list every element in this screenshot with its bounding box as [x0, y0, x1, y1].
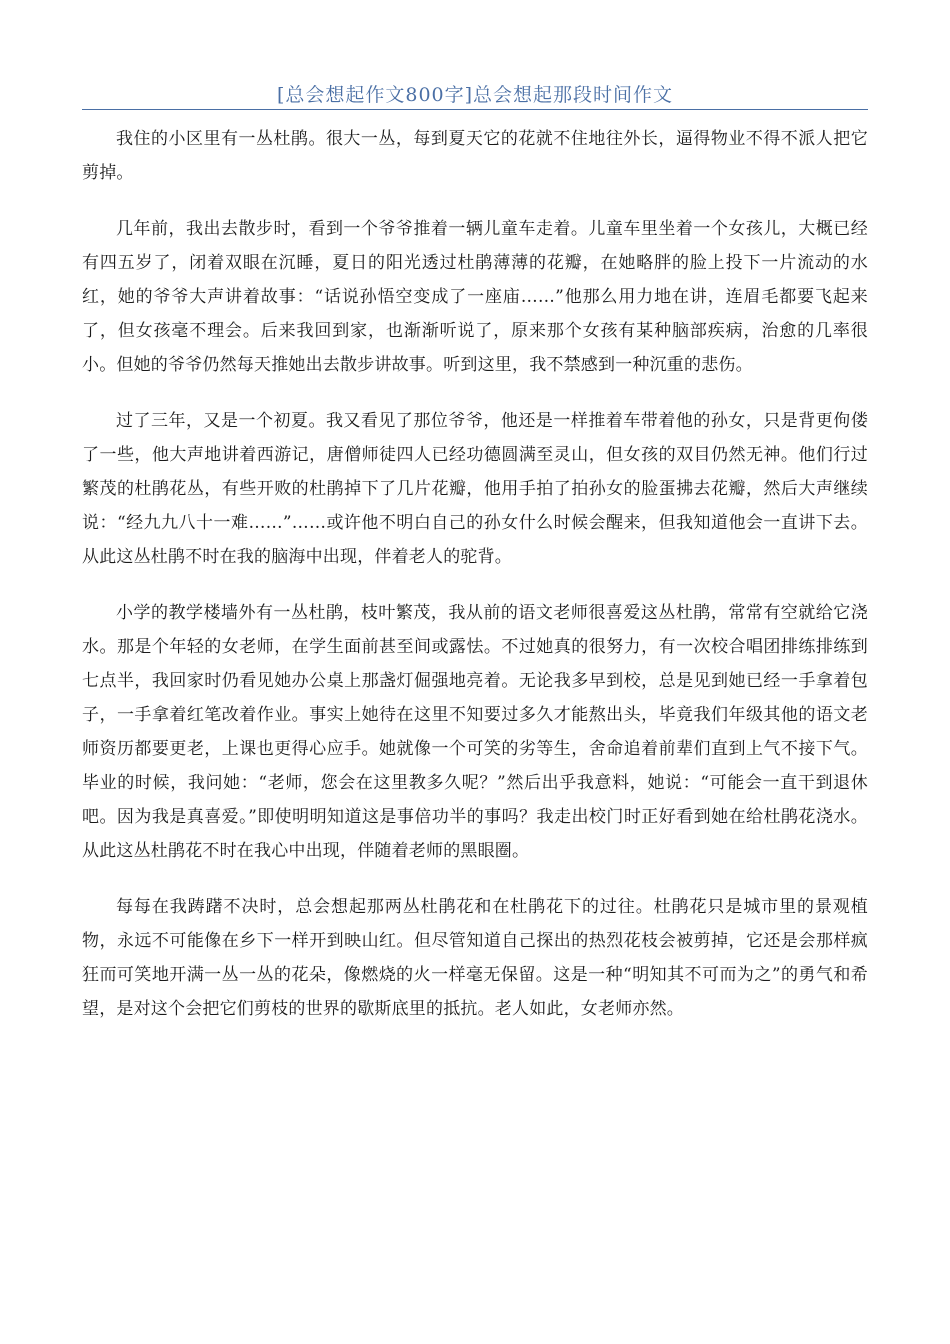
paragraph-1: 我住的小区里有一丛杜鹃。很大一丛，每到夏天它的花就不住地往外长，逼得物业不得不派人把它剪掉。: [82, 129, 868, 183]
title-underline: [82, 109, 868, 110]
paragraph-4: 小学的教学楼墙外有一丛杜鹃，枝叶繁茂，我从前的语文老师很喜爱这丛杜鹃，常常有空就给它浇水。那是个年轻的女老师，在学生面前甚至间或露怯。不过她真的很努力，有一次校合唱团排练排练到七点半，我回家时仍看见她办公桌上那盏灯倔强地亮着。无论我多早到校，总是见到她已经一手拿着包子，一手拿着红笔改着作业。事实上她待在这里不知要过多久才能熬出头，毕竟我们年级其他的语文老师资历都要更老，上课也更得心应手。她就像一个可笑的劣等生，舍命追着前辈们直到上气不接下气。毕业的时候，我问她：“老师，您会在这里教多久呢？”然后出乎我意料，她说：“可能会一直干到退休吧。因为我是真喜爱。”即使明明知道这是事倍功半的事吗？我走出校门时正好看到她在给杜鹃花浇水。从此这丛杜鹃花不时在我心中出现，伴随着老师的黑眼圈。: [82, 603, 868, 861]
paragraph-5: 每每在我踌躇不决时，总会想起那两丛杜鹃花和在杜鹃花下的过往。杜鹃花只是城市里的景观植物，永远不可能像在乡下一样开到映山红。但尽管知道自己探出的热烈花枝会被剪掉，它还是会那样疯狂而可笑地开满一丛一丛的花朵，像燃烧的火一样毫无保留。这是一种“明知其不可而为之”的勇气和希望，是对这个会把它们剪枝的世界的歇斯底里的抵抗。老人如此，女老师亦然。: [82, 897, 868, 1019]
document-title: [总会想起作文800字]总会想起那段时间作文: [276, 84, 674, 106]
document-body: [82, 122, 868, 1048]
paragraph-3: 过了三年，又是一个初夏。我又看见了那位爷爷，他还是一样推着车带着他的孙女，只是背更佝偻了一些，他大声地讲着西游记，唐僧师徒四人已经功德圆满至灵山，但女孩的双目仍然无神。他们行过繁茂的杜鹃花丛，有些开败的杜鹃掉下了几片花瓣，他用手拍了拍孙女的脸蛋拂去花瓣，然后大声继续说：“经九九八十一难……”……或许他不明白自己的孙女什么时候会醒来，但我知道他会一直讲下去。从此这丛杜鹃不时在我的脑海中出现，伴着老人的驼背。: [82, 411, 868, 567]
paragraph-2: 几年前，我出去散步时，看到一个爷爷推着一辆儿童车走着。儿童车里坐着一个女孩儿，大概已经有四五岁了，闭着双眼在沉睡，夏日的阳光透过杜鹃薄薄的花瓣，在她略胖的脸上投下一片流动的水红，她的爷爷大声讲着故事：“话说孙悟空变成了一座庙……”他那么用力地在讲，连眉毛都要飞起来了，但女孩毫不理会。后来我回到家，也渐渐听说了，原来那个女孩有某种脑部疾病，治愈的几率很小。但她的爷爷仍然每天推她出去散步讲故事。听到这里，我不禁感到一种沉重的悲伤。: [82, 219, 868, 375]
